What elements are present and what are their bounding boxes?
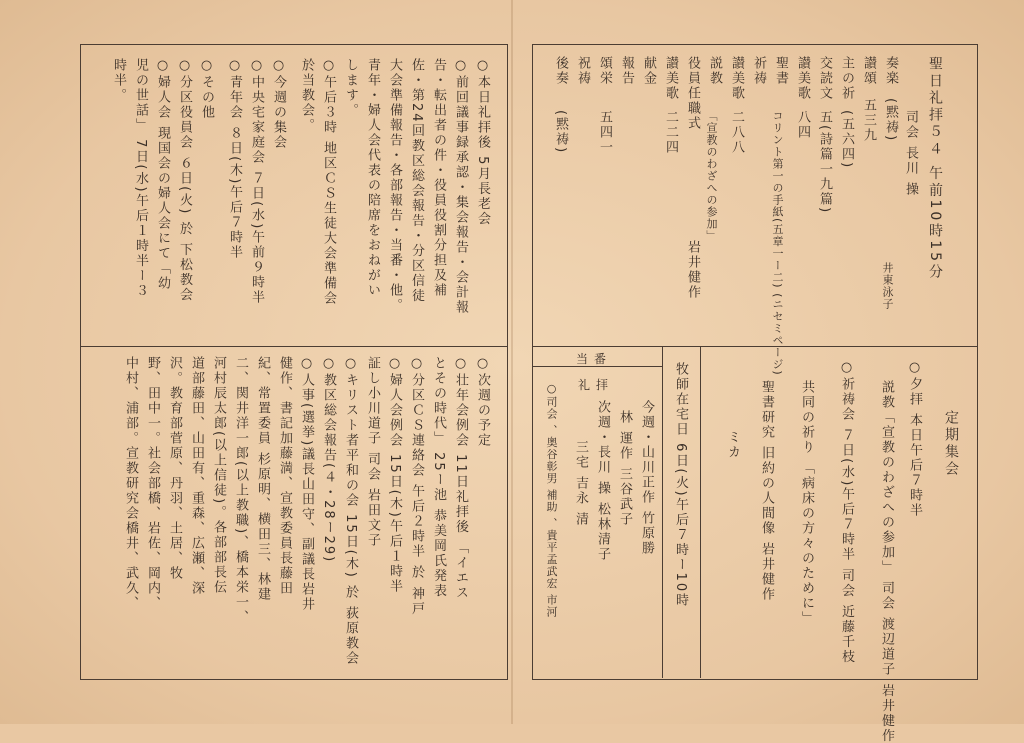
next-week-line: ○キリスト者平和の会 15日(木) 於 荻原教会: [343, 356, 358, 667]
order-detail: (五六四): [839, 110, 854, 170]
announcement-line: 大会準備報告・各部報告・当番・他。: [387, 58, 402, 313]
announcement-line: ○婦人会 現国会の婦人会にて「幼: [155, 58, 170, 292]
next-week-line: 野、田中一。社会部橋、岩佐、岡内、: [145, 356, 160, 611]
next-week-line: ○人事(選挙)議長山田守、副議長岩井: [299, 356, 314, 613]
next-week-line: とその時代」 25ー池 恭美岡氏発表: [431, 356, 446, 599]
next-week-line: 紀、常置委員 杉原明、横田三、林建: [255, 356, 270, 603]
left-page-divider: [80, 346, 507, 347]
next-week-line: ○次週の予定: [475, 356, 490, 448]
next-week-line: 沢。教育部菅原、丹羽、土居、牧: [167, 356, 182, 581]
right-lower-divider-1: [700, 346, 701, 678]
order-item: 説教: [707, 56, 722, 86]
order-detail: 二八八: [729, 110, 744, 155]
regular-meetings-heading: 定期集会: [943, 410, 959, 478]
order-item: 主の祈: [839, 56, 854, 101]
next-week-line: ○婦人会例会 15日(木)午后１時半: [387, 356, 402, 594]
announcement-line: 於当教会。: [299, 58, 314, 133]
order-detail: (黙祷): [553, 110, 568, 155]
order-item: 献金: [641, 56, 656, 86]
right-page-divider: [532, 346, 977, 347]
order-detail: 五三九: [861, 98, 876, 143]
announcement-line: ○前回議事録承認・集会報告・会計報: [453, 58, 468, 315]
center-fold: [511, 0, 513, 724]
order-item: 役員任職式: [685, 56, 700, 131]
order-item: 頌栄: [597, 56, 612, 86]
announcement-line: 告・転出者の件・役員役割分担及補: [431, 58, 446, 298]
next-week-line: 二、関井洋一郎(以上教職)、橋本栄一、: [233, 356, 248, 626]
announcement-line: します。: [343, 58, 358, 118]
meeting-line: 聖書研究 旧約の人間像 岩井健作: [759, 380, 774, 603]
order-detail: 五(詩篇一九篇): [817, 110, 832, 215]
next-week-line: 道部藤田、山田有、重森、広瀬、深: [189, 356, 204, 596]
duty-heading: 当番: [576, 352, 613, 366]
next-week-line: 健作、書記加藤満、宣教委員長藤田: [277, 356, 292, 596]
sermon-preacher: 岩井健作: [685, 240, 700, 300]
announcement-line: ○青年会 ８日(木)午后７時半: [227, 58, 242, 261]
order-item: 讃頌: [861, 56, 876, 86]
worship-duty-heading: 礼拝: [578, 378, 615, 392]
announcement-line: ○中央宅家庭会 ７日(水)午前９時半: [249, 58, 264, 306]
meeting-line: 説教「宣教のわざへの参加」 司会 渡辺道子 岩井健作: [879, 380, 894, 743]
order-detail: コリント第一の手紙(五章一ー二) (ニセミページ): [771, 110, 784, 376]
order-item: 聖書: [773, 56, 788, 86]
duty-line: 三宅 吉永 清: [573, 440, 588, 528]
announcement-line: 佐・第24回教区総会報告・分区信徒: [409, 58, 424, 304]
announcement-line: ○本日礼拝後 5月長老会: [475, 58, 490, 227]
order-item: 祈祷: [751, 56, 766, 86]
meeting-line: ○夕拝 本日午后７時半: [907, 360, 922, 519]
order-detail: 八四: [795, 110, 810, 140]
order-item: 奏楽: [883, 56, 898, 86]
announcement-line: ○午后３時 地区ＣＳ生徒大会準備会: [321, 58, 336, 307]
order-item: 讃美歌: [663, 56, 678, 101]
next-week-line: ○壮年会例会 11日礼拝後 「イエス: [453, 356, 468, 601]
next-week-line: 河村辰太郎(以上信徒)。各部部長伝: [211, 356, 226, 596]
next-week-line: 証し小川道子 司会 岩田文子: [365, 356, 380, 549]
next-week-line: 中村、浦部。宣教研究会橋井、武久、: [123, 356, 138, 611]
order-item: 讃美歌: [729, 56, 744, 101]
service-presider: 司会 長川 操: [903, 110, 918, 198]
order-item: 交読文: [817, 56, 832, 101]
next-week-line: ○教区総会報告(４・28ー29): [321, 356, 336, 564]
announcement-line: 児の世話」 7日(水)午后１時半ー３: [133, 58, 148, 299]
right-lower-divider-2: [662, 346, 663, 678]
order-detail: 「宣教のわざへの参加」: [705, 110, 718, 242]
duty-line: 次週・長川 操 松林清子: [595, 400, 610, 563]
announcement-line: 時半。: [111, 58, 126, 103]
announcement-line: ○その他: [199, 58, 214, 120]
order-item: 後奏: [553, 56, 568, 86]
order-item: 讃美歌: [795, 56, 810, 101]
service-title: 聖日礼拝５４ 午前10時15分: [927, 56, 943, 282]
order-detail: 二二四: [663, 110, 678, 155]
announcement-line: ○今週の集会: [271, 58, 286, 150]
order-item: 報告: [619, 56, 634, 86]
order-detail: (黙祷): [883, 98, 898, 143]
announcement-line: ○分区役員会 ６日(火) 於 下松教会: [177, 58, 192, 303]
announcement-line: 青年・婦人会代表の陪席をおねがい: [365, 58, 380, 298]
meeting-line: 共同の祈り 「病床の方々のために」: [799, 380, 814, 627]
duty-line: 林 運作 三谷武子: [617, 410, 632, 528]
next-week-line: ○分区ＣＳ連絡会 午后２時半 於 神戸: [409, 356, 424, 617]
meeting-line: ミカ: [725, 430, 740, 460]
duty-line: 今週・山川正作 竹原勝: [639, 400, 654, 557]
order-item: 祝祷: [575, 56, 590, 86]
pastor-home-day: 牧師在宅日 6日(火)午后７時ー10時: [673, 362, 688, 609]
order-detail: 五四一: [597, 110, 612, 155]
meeting-line: ○祈祷会 ７日(水)午后７時半 司会 近藤千枝: [839, 360, 854, 665]
service-organist: 井東泳子: [881, 262, 894, 310]
duty-line: ○司会 、奥谷彰男 補助 、貴平孟武宏 市河: [545, 382, 558, 618]
